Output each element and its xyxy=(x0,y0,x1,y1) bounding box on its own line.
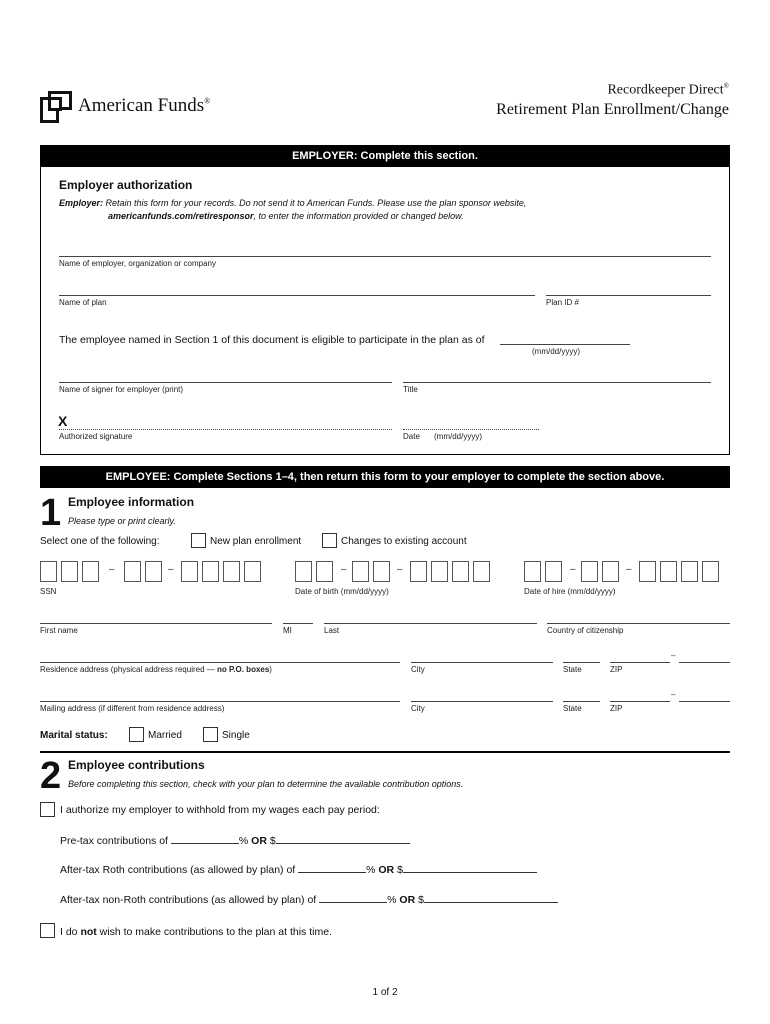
product-text: Recordkeeper Direct xyxy=(607,82,724,98)
dob-digit-box[interactable] xyxy=(452,561,469,582)
single-label: Single xyxy=(222,730,250,741)
marital-status-label: Marital status: xyxy=(40,730,108,741)
pretax-label: Pre-tax contributions of xyxy=(60,835,168,847)
mi-label: MI xyxy=(283,626,292,635)
no-contribution-text-c: wish to make contributions to the plan at this time. xyxy=(96,926,332,938)
mailing-zip4-field[interactable] xyxy=(679,701,730,702)
section-1-number: 1 xyxy=(40,492,62,534)
employer-name-field[interactable] xyxy=(59,256,711,257)
ssn-digit-box[interactable] xyxy=(82,561,99,582)
dob-digit-box[interactable] xyxy=(352,561,369,582)
ssn-dash: – xyxy=(168,564,174,575)
section-divider xyxy=(40,751,730,753)
employer-name-label: Name of employer, organization or company xyxy=(59,259,216,268)
or-text: OR xyxy=(251,835,267,847)
residence-state-label: State xyxy=(563,665,582,674)
percent-sign: % xyxy=(387,894,397,906)
dob-digit-box[interactable] xyxy=(473,561,490,582)
dob-digit-box[interactable] xyxy=(316,561,333,582)
doh-digit-box[interactable] xyxy=(602,561,619,582)
signer-name-label: Name of signer for employer (print) xyxy=(59,385,184,394)
plan-name-label: Name of plan xyxy=(59,298,107,307)
pretax-dollar-field[interactable] xyxy=(276,834,410,844)
authorized-signature-field[interactable] xyxy=(59,429,392,430)
brand-text: American Funds xyxy=(78,95,205,116)
married-label: Married xyxy=(148,730,182,741)
or-text: OR xyxy=(378,864,395,876)
employer-section-bar: EMPLOYER: Complete this section. xyxy=(40,145,730,167)
signer-name-field[interactable] xyxy=(59,382,392,383)
eligibility-date-format: (mm/dd/yyyy) xyxy=(532,347,580,356)
ssn-digit-box[interactable] xyxy=(124,561,141,582)
dob-dash: – xyxy=(397,564,403,575)
roth-dollar-field[interactable] xyxy=(403,863,537,873)
mailing-city-field[interactable] xyxy=(411,701,553,702)
residence-address-label xyxy=(40,665,272,674)
ssn-digit-box[interactable] xyxy=(61,561,78,582)
dob-dash: – xyxy=(341,564,347,575)
dob-digit-box[interactable] xyxy=(373,561,390,582)
page-number: 1 of 2 xyxy=(372,987,398,998)
section-2-subtext: Before completing this section, check with your plan to determine the available contribution options. xyxy=(68,779,464,789)
mi-field[interactable] xyxy=(283,623,313,624)
product-reg: ® xyxy=(723,82,729,90)
ssn-digit-box[interactable] xyxy=(181,561,198,582)
pretax-row xyxy=(60,834,410,847)
no-contribution-not: not xyxy=(80,926,97,938)
married-checkbox[interactable] xyxy=(129,727,144,742)
residence-address-field[interactable] xyxy=(40,662,400,663)
last-name-field[interactable] xyxy=(324,623,537,624)
or-text: OR xyxy=(399,894,416,906)
pretax-percent-field[interactable] xyxy=(171,834,239,844)
last-name-label: Last xyxy=(324,626,340,635)
eligibility-statement: The employee named in Section 1 of this document is eligible to participate in the plan as of xyxy=(59,334,485,346)
select-one-label: Select one of the following: xyxy=(40,536,160,547)
roth-label: After-tax Roth contributions (as allowed by plan) of xyxy=(60,864,296,876)
nonroth-dollar-field[interactable] xyxy=(424,893,558,903)
percent-sign: % xyxy=(366,864,376,876)
ssn-digit-box[interactable] xyxy=(202,561,219,582)
authorize-checkbox[interactable] xyxy=(40,802,55,817)
section-2-heading: Employee contributions xyxy=(68,758,205,772)
residence-address-close: ) xyxy=(269,665,272,674)
employer-intro-tail: , to enter the information provided or changed below. xyxy=(253,211,464,221)
change-account-label: Changes to existing account xyxy=(341,536,467,547)
dob-digit-box[interactable] xyxy=(431,561,448,582)
dob-digit-box[interactable] xyxy=(295,561,312,582)
first-name-field[interactable] xyxy=(40,623,272,624)
no-contribution-text-a: I do xyxy=(60,926,81,938)
doh-dash: – xyxy=(570,564,576,575)
dob-label: Date of birth (mm/dd/yyyy) xyxy=(295,587,389,596)
product-title xyxy=(607,82,729,99)
single-checkbox[interactable] xyxy=(203,727,218,742)
plan-name-field[interactable] xyxy=(59,295,535,296)
residence-state-field[interactable] xyxy=(563,662,600,663)
residence-zip-label: ZIP xyxy=(610,665,623,674)
eligibility-date-field[interactable] xyxy=(500,344,630,345)
residence-zip-dash: – xyxy=(671,651,676,660)
mailing-city-label: City xyxy=(411,704,425,713)
mailing-zip-label: ZIP xyxy=(610,704,623,713)
signature-x-mark: X xyxy=(58,413,68,429)
doh-label: Date of hire (mm/dd/yyyy) xyxy=(524,587,616,596)
doh-digit-box[interactable] xyxy=(545,561,562,582)
residence-city-field[interactable] xyxy=(411,662,553,663)
authorized-signature-label: Authorized signature xyxy=(59,432,133,441)
ssn-digit-box[interactable] xyxy=(244,561,261,582)
employer-intro-line2 xyxy=(108,211,464,221)
roth-row xyxy=(60,863,537,876)
first-name-label: First name xyxy=(40,626,78,635)
section-2-number: 2 xyxy=(40,755,62,797)
title-label: Title xyxy=(403,385,418,394)
doh-digit-box[interactable] xyxy=(524,561,541,582)
signature-date-label: Date xyxy=(403,432,420,441)
employee-section-bar: EMPLOYEE: Complete Sections 1–4, then return this form to your employer to complete the section above. xyxy=(40,466,730,488)
ssn-digit-box[interactable] xyxy=(223,561,240,582)
employer-intro-text: Retain this form for your records. Do not send it to American Funds. Please use the plan sponsor website, xyxy=(105,198,527,208)
ssn-label: SSN xyxy=(40,587,57,596)
mailing-state-label: State xyxy=(563,704,582,713)
brand-reg: ® xyxy=(204,96,211,106)
dollar-sign: $ xyxy=(269,835,276,847)
nonroth-percent-field[interactable] xyxy=(319,893,387,903)
dollar-sign: $ xyxy=(397,864,403,876)
ssn-digit-box[interactable] xyxy=(40,561,57,582)
retiresponsor-link[interactable]: americanfunds.com/retiresponsor xyxy=(108,211,254,221)
brand-name xyxy=(78,95,210,117)
section-1-subtext: Please type or print clearly. xyxy=(68,516,176,526)
mailing-state-field[interactable] xyxy=(563,701,600,702)
signature-date-field[interactable] xyxy=(403,429,539,430)
residence-address-text: Residence address (physical address required — xyxy=(40,665,217,674)
new-enrollment-checkbox[interactable] xyxy=(191,533,206,548)
new-enrollment-label: New plan enrollment xyxy=(210,536,302,547)
doh-digit-box[interactable] xyxy=(702,561,719,582)
mailing-zip-dash: – xyxy=(671,690,676,699)
percent-sign: % xyxy=(238,835,249,847)
roth-percent-field[interactable] xyxy=(298,863,366,873)
doh-dash: – xyxy=(626,564,632,575)
mailing-address-label: Mailing address (if different from residence address) xyxy=(40,704,225,713)
country-label: Country of citizenship xyxy=(547,626,624,635)
country-field[interactable] xyxy=(547,623,730,624)
doh-digit-box[interactable] xyxy=(660,561,677,582)
no-contribution-label xyxy=(60,926,332,938)
form-title: Retirement Plan Enrollment/Change xyxy=(496,101,729,118)
employer-intro-label: Employer: xyxy=(59,198,104,208)
no-contribution-checkbox[interactable] xyxy=(40,923,55,938)
residence-zip-field[interactable] xyxy=(610,662,670,663)
residence-zip4-field[interactable] xyxy=(679,662,730,663)
doh-digit-box[interactable] xyxy=(639,561,656,582)
employer-heading: Employer authorization xyxy=(59,178,193,192)
american-funds-logo-icon xyxy=(40,91,72,123)
change-account-checkbox[interactable] xyxy=(322,533,337,548)
dob-digit-box[interactable] xyxy=(410,561,427,582)
signature-date-format: (mm/dd/yyyy) xyxy=(434,432,482,441)
ssn-digit-box[interactable] xyxy=(145,561,162,582)
title-field[interactable] xyxy=(403,382,711,383)
doh-digit-box[interactable] xyxy=(581,561,598,582)
employer-intro xyxy=(59,198,526,208)
nonroth-label: After-tax non-Roth contributions (as allowed by plan) of xyxy=(60,894,317,906)
plan-id-field[interactable] xyxy=(546,295,711,296)
section-1-heading: Employee information xyxy=(68,495,195,509)
mailing-zip-field[interactable] xyxy=(610,701,670,702)
mailing-address-field[interactable] xyxy=(40,701,400,702)
authorize-label: I authorize my employer to withhold from my wages each pay period: xyxy=(60,804,380,816)
ssn-dash: – xyxy=(109,564,115,575)
plan-id-label: Plan ID # xyxy=(546,298,579,307)
doh-digit-box[interactable] xyxy=(681,561,698,582)
residence-city-label: City xyxy=(411,665,425,674)
dollar-sign: $ xyxy=(418,894,424,906)
nonroth-row xyxy=(60,893,558,906)
no-po-boxes-text: no P.O. boxes xyxy=(216,665,270,674)
